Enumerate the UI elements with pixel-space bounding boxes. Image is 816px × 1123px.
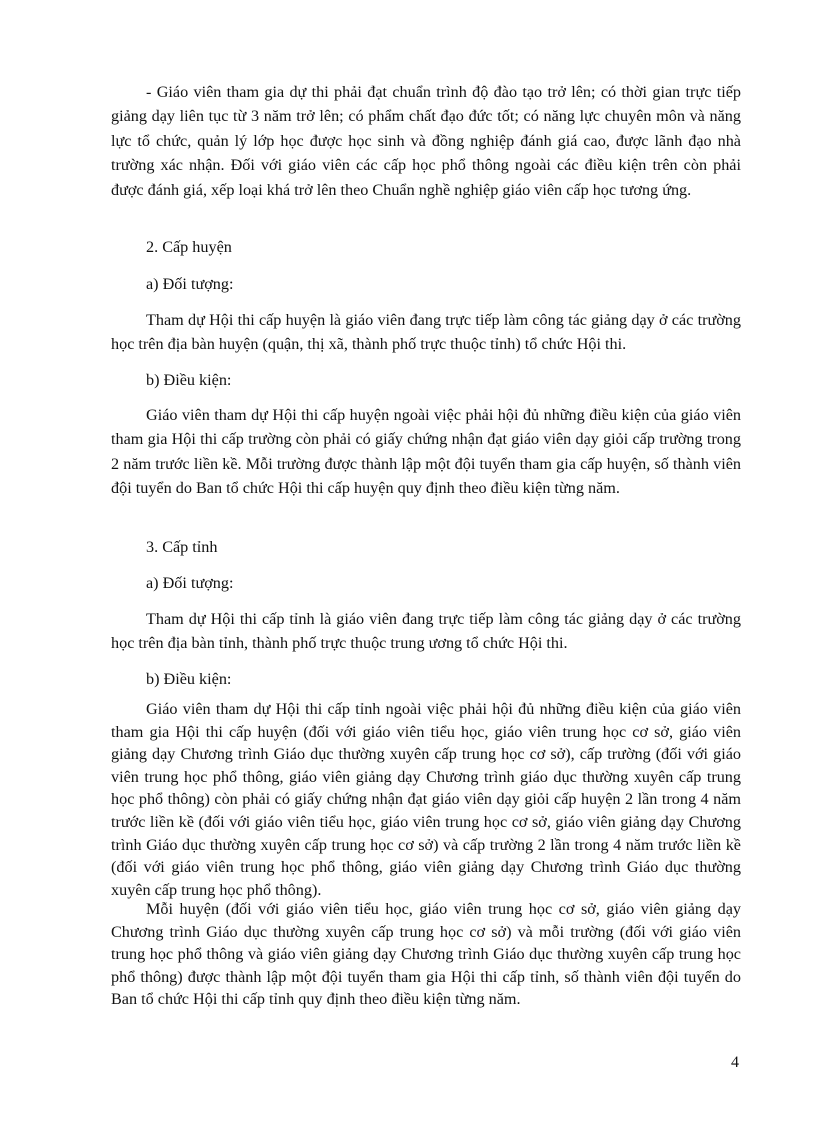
subheading-district-subjects: a) Đối tượng:: [146, 275, 234, 293]
subheading-province-subjects: a) Đối tượng:: [146, 574, 234, 592]
paragraph-province-subjects: Tham dự Hội thi cấp tỉnh là giáo viên đang trực tiếp làm công tác giảng dạy ở các trường học trên địa bàn tỉnh, thành phố trực thuộc trung ương tổ chức Hội thi.: [111, 610, 741, 653]
paragraph-district-subjects: Tham dự Hội thi cấp huyện là giáo viên đang trực tiếp làm công tác giảng dạy ở các trường học trên địa bàn huyện (quận, thị xã, thành phố trực thuộc tỉnh) tổ chức Hội thi.: [111, 311, 741, 354]
paragraph-province-conditions: Giáo viên tham dự Hội thi cấp tỉnh ngoài việc phải hội đủ những điều kiện của giáo viên tham gia Hội thi cấp huyện (đối với giáo viên tiểu học, giáo viên trung học cơ sở, giáo viên giảng dạy Chương trình Giáo dục thường xuyên cấp trung học cơ sở), cấp trường (đối với giáo viên trung học phổ thông, giáo viên giảng dạy Chương trình giáo dục thường xuyên cấp trung học phổ thông) còn phải có giấy chứng nhận đạt giáo viên dạy giỏi cấp huyện 2 lần trong 4 năm trước liền kề (đối với giáo viên tiểu học, giáo viên trung học cơ sở, giáo viên giảng dạy Chương trình Giáo dục thường xuyên cấp trung học cơ sở) và cấp trường 2 lần trong 4 năm trước liền kề (đối với giáo viên trung học phổ thông, giáo viên giảng dạy Chương trình Giáo dục thường xuyên cấp trung học phổ thông).: [111, 700, 741, 899]
section-heading-district: 2. Cấp huyện: [146, 238, 232, 256]
subheading-province-conditions: b) Điều kiện:: [146, 670, 232, 688]
page-number: 4: [731, 1054, 739, 1071]
section-heading-province: 3. Cấp tỉnh: [146, 538, 218, 556]
paragraph-teacher-requirements: - Giáo viên tham gia dự thi phải đạt chuẩn trình độ đào tạo trở lên; có thời gian trực tiếp giảng dạy liên tục từ 3 năm trở lên; có phẩm chất đạo đức tốt; có năng lực chuyên môn và năng lực tổ chức, quản lý lớp học được học sinh và đồng nghiệp đánh giá cao, được lãnh đạo nhà trường xác nhận. Đối với giáo viên các cấp học phổ thông ngoài các điều kiện trên còn phải được đánh giá, xếp loại khá trở lên theo Chuẩn nghề nghiệp giáo viên cấp học tương ứng.: [111, 83, 741, 199]
paragraph-district-conditions: Giáo viên tham dự Hội thi cấp huyện ngoài việc phải hội đủ những điều kiện của giáo viên tham gia Hội thi cấp trường còn phải có giấy chứng nhận đạt giáo viên dạy giỏi cấp trường trong 2 năm trước liền kề. Mỗi trường được thành lập một đội tuyển tham gia cấp huyện, số thành viên đội tuyển do Ban tổ chức Hội thi cấp huyện quy định theo điều kiện từng năm.: [111, 406, 741, 498]
paragraph-province-team: Mỗi huyện (đối với giáo viên tiểu học, giáo viên trung học cơ sở, giáo viên giảng dạy Chương trình Giáo dục thường xuyên cấp trung học cơ sở) và mỗi trường (đối với giáo viên trung học phổ thông và giáo viên giảng dạy Chương trình Giáo dục thường xuyên cấp trung học phổ thông) được thành lập một đội tuyển tham gia Hội thi cấp tỉnh, số thành viên đội tuyển do Ban tổ chức Hội thi cấp tỉnh quy định theo điều kiện từng năm.: [111, 900, 741, 1009]
subheading-district-conditions: b) Điều kiện:: [146, 371, 232, 389]
